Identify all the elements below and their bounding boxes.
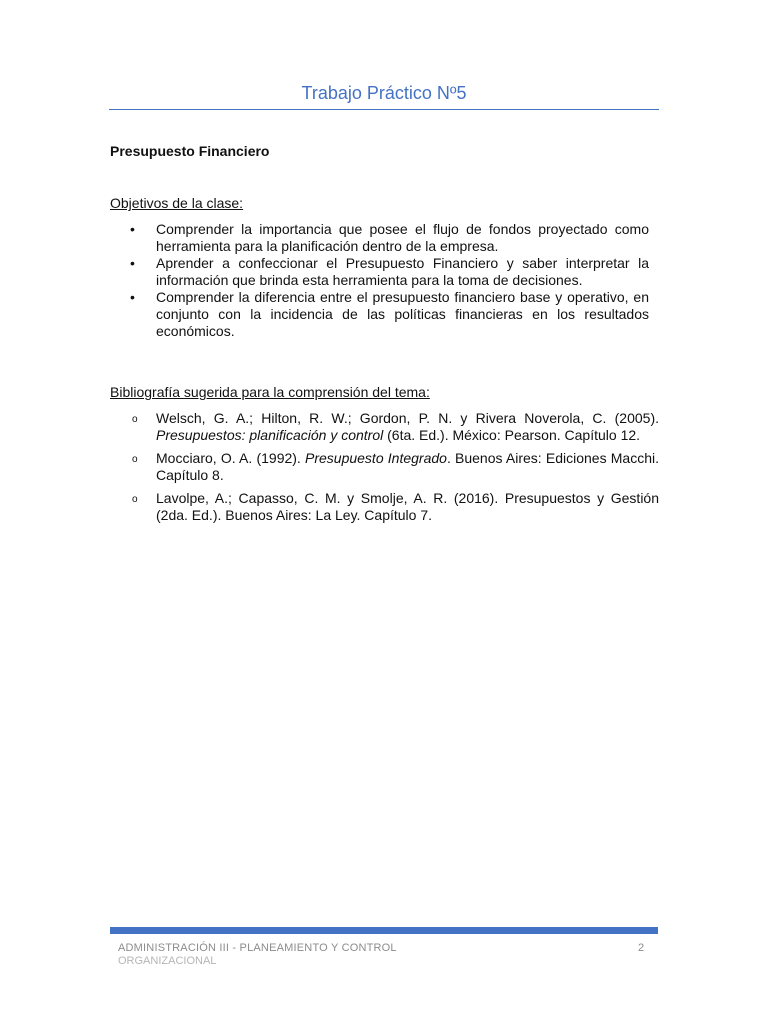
section-title: Presupuesto Financiero [110,143,270,159]
bibliography-item [110,450,659,484]
footer-divider [110,927,658,934]
objective-text: Comprender la diferencia entre el presupuesto financiero base y operativo, en conjunto con la incidencia de las políticas financieras en los resultados económicos. [156,289,649,339]
reference-text: Welsch, G. A.; Hilton, R. W.; Gordon, P. N. y Rivera Noverola, C. (2005). [156,410,659,426]
bullet-icon: • [130,255,135,271]
reference-title: Presupuesto Integrado [305,450,447,466]
objective-item [110,221,649,255]
page-title: Trabajo Práctico Nº5 [301,83,467,103]
page-number: 2 [638,942,645,954]
objective-item [110,289,649,340]
bibliography-heading: Bibliografía sugerida para la comprensión del tema: [110,384,430,400]
footer-course-title: ADMINISTRACIÓN III - PLANEAMIENTO Y CONTROL [118,942,397,954]
objective-text: Aprender a confeccionar el Presupuesto Financiero y saber interpretar la información que brinda esta herramienta para la toma de decisiones. [156,255,649,288]
reference-title: Presupuestos: planificación y control [156,427,384,443]
reference-text: . Buenos Aires: Ediciones Macchi. Capítulo 8. [156,450,659,483]
page-header [109,80,659,110]
bullet-icon: • [130,289,135,305]
reference-text: (6ta. Ed.). México: Pearson. Capítulo 12. [383,427,641,443]
reference-text: Mocciaro, O. A. (1992). [156,450,305,466]
objectives-list [110,221,649,340]
circle-bullet-icon: o [132,414,138,425]
reference-text: Lavolpe, A.; Capasso, C. M. y Smolje, A. R. (2016). Presupuestos y Gestión (2da. Ed.). Buenos Aires: La Ley. Capítulo 7. [156,490,659,523]
objective-text: Comprender la importancia que posee el flujo de fondos proyectado como herramienta para la planificación dentro de la empresa. [156,221,649,254]
bullet-icon: • [130,221,135,237]
circle-bullet-icon: o [132,494,138,505]
bibliography-list [110,410,659,530]
bibliography-item [110,490,659,524]
footer-course-overflow: ORGANIZACIONAL [118,955,217,967]
objectives-heading: Objetivos de la clase: [110,195,244,211]
bibliography-item [110,410,659,444]
objective-item [110,255,649,289]
circle-bullet-icon: o [132,454,138,465]
